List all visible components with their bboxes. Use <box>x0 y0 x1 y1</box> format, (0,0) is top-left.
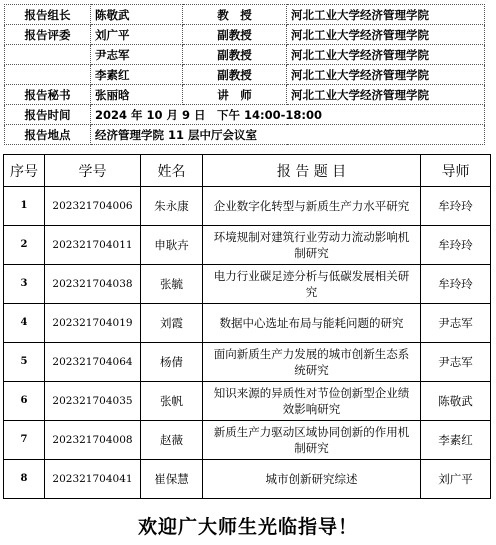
time-value: 2024 年 10 月 9 日 下午 14:00-18:00 <box>91 105 485 125</box>
row-advisor: 尹志军 <box>421 304 491 343</box>
row-topic: 知识来源的异质性对节俭创新型企业绩效影响研究 <box>203 382 421 421</box>
schedule-table <box>3 154 491 499</box>
row-advisor: 刘广平 <box>421 460 491 499</box>
head-name: 陈敬武 <box>91 5 183 25</box>
table-row <box>4 226 491 265</box>
secretary-name: 张丽晗 <box>91 85 183 105</box>
empty-label-cell <box>5 65 91 85</box>
row-name: 张帆 <box>141 382 203 421</box>
table-row <box>4 304 491 343</box>
judge-title: 副教授 <box>183 65 287 85</box>
row-topic: 数据中心选址布局与能耗问题的研究 <box>203 304 421 343</box>
row-advisor: 尹志军 <box>421 343 491 382</box>
row-student-id: 202321704006 <box>45 187 141 226</box>
row-no: 6 <box>4 382 45 421</box>
judge-org: 河北工业大学经济管理学院 <box>287 45 485 65</box>
table-row <box>4 265 491 304</box>
row-advisor: 李素红 <box>421 421 491 460</box>
row-topic: 新质生产力驱动区域协同创新的作用机制研究 <box>203 421 421 460</box>
committee-info-table <box>4 4 485 145</box>
row-student-id: 202321704008 <box>45 421 141 460</box>
judge-title: 副教授 <box>183 25 287 45</box>
row-advisor: 陈敬武 <box>421 382 491 421</box>
row-no: 5 <box>4 343 45 382</box>
head-org: 河北工业大学经济管理学院 <box>287 5 485 25</box>
row-advisor: 牟玲玲 <box>421 187 491 226</box>
place-label: 报告地点 <box>5 125 91 145</box>
header-topic: 报 告 题 目 <box>203 155 421 187</box>
row-name: 刘霞 <box>141 304 203 343</box>
head-row <box>5 5 485 25</box>
row-no: 7 <box>4 421 45 460</box>
row-name: 张毓 <box>141 265 203 304</box>
judge-row <box>5 25 485 45</box>
row-student-id: 202321704019 <box>45 304 141 343</box>
row-no: 8 <box>4 460 45 499</box>
secretary-org: 河北工业大学经济管理学院 <box>287 85 485 105</box>
welcome-footer: 欢迎广大师生光临指导！ <box>137 516 358 538</box>
judge-name: 尹志军 <box>91 45 183 65</box>
judges-label: 报告评委 <box>5 25 91 45</box>
judge-org: 河北工业大学经济管理学院 <box>287 25 485 45</box>
row-student-id: 202321704038 <box>45 265 141 304</box>
row-no: 3 <box>4 265 45 304</box>
table-row <box>4 343 491 382</box>
row-student-id: 202321704041 <box>45 460 141 499</box>
row-no: 4 <box>4 304 45 343</box>
row-topic: 企业数字化转型与新质生产力水平研究 <box>203 187 421 226</box>
time-label: 报告时间 <box>5 105 91 125</box>
judge-row <box>5 45 485 65</box>
row-name: 杨倩 <box>141 343 203 382</box>
judge-name: 刘广平 <box>91 25 183 45</box>
header-student-id: 学号 <box>45 155 141 187</box>
row-name: 朱永康 <box>141 187 203 226</box>
judge-org: 河北工业大学经济管理学院 <box>287 65 485 85</box>
judge-title: 副教授 <box>183 45 287 65</box>
row-advisor: 牟玲玲 <box>421 226 491 265</box>
header-name: 姓名 <box>141 155 203 187</box>
row-student-id: 202321704064 <box>45 343 141 382</box>
judge-row <box>5 65 485 85</box>
secretary-title: 讲 师 <box>183 85 287 105</box>
row-name: 赵薇 <box>141 421 203 460</box>
row-topic: 面向新质生产力发展的城市创新生态系统研究 <box>203 343 421 382</box>
secretary-row <box>5 85 485 105</box>
table-header-row <box>4 155 491 187</box>
row-name: 崔保慧 <box>141 460 203 499</box>
row-advisor: 牟玲玲 <box>421 265 491 304</box>
row-student-id: 202321704035 <box>45 382 141 421</box>
row-topic: 城市创新研究综述 <box>203 460 421 499</box>
place-row <box>5 125 485 145</box>
row-no: 1 <box>4 187 45 226</box>
secretary-label: 报告秘书 <box>5 85 91 105</box>
judge-name: 李素红 <box>91 65 183 85</box>
head-title: 教 授 <box>183 5 287 25</box>
row-no: 2 <box>4 226 45 265</box>
table-row <box>4 382 491 421</box>
header-no: 序号 <box>4 155 45 187</box>
table-row <box>4 187 491 226</box>
header-advisor: 导师 <box>421 155 491 187</box>
place-value: 经济管理学院 11 层中厅会议室 <box>91 125 485 145</box>
time-row <box>5 105 485 125</box>
head-label: 报告组长 <box>5 5 91 25</box>
row-topic: 环境规制对建筑行业劳动力流动影响机制研究 <box>203 226 421 265</box>
row-topic: 电力行业碳足迹分析与低碳发展相关研究 <box>203 265 421 304</box>
row-student-id: 202321704011 <box>45 226 141 265</box>
empty-label-cell <box>5 45 91 65</box>
table-row <box>4 460 491 499</box>
row-name: 申耿卉 <box>141 226 203 265</box>
table-row <box>4 421 491 460</box>
